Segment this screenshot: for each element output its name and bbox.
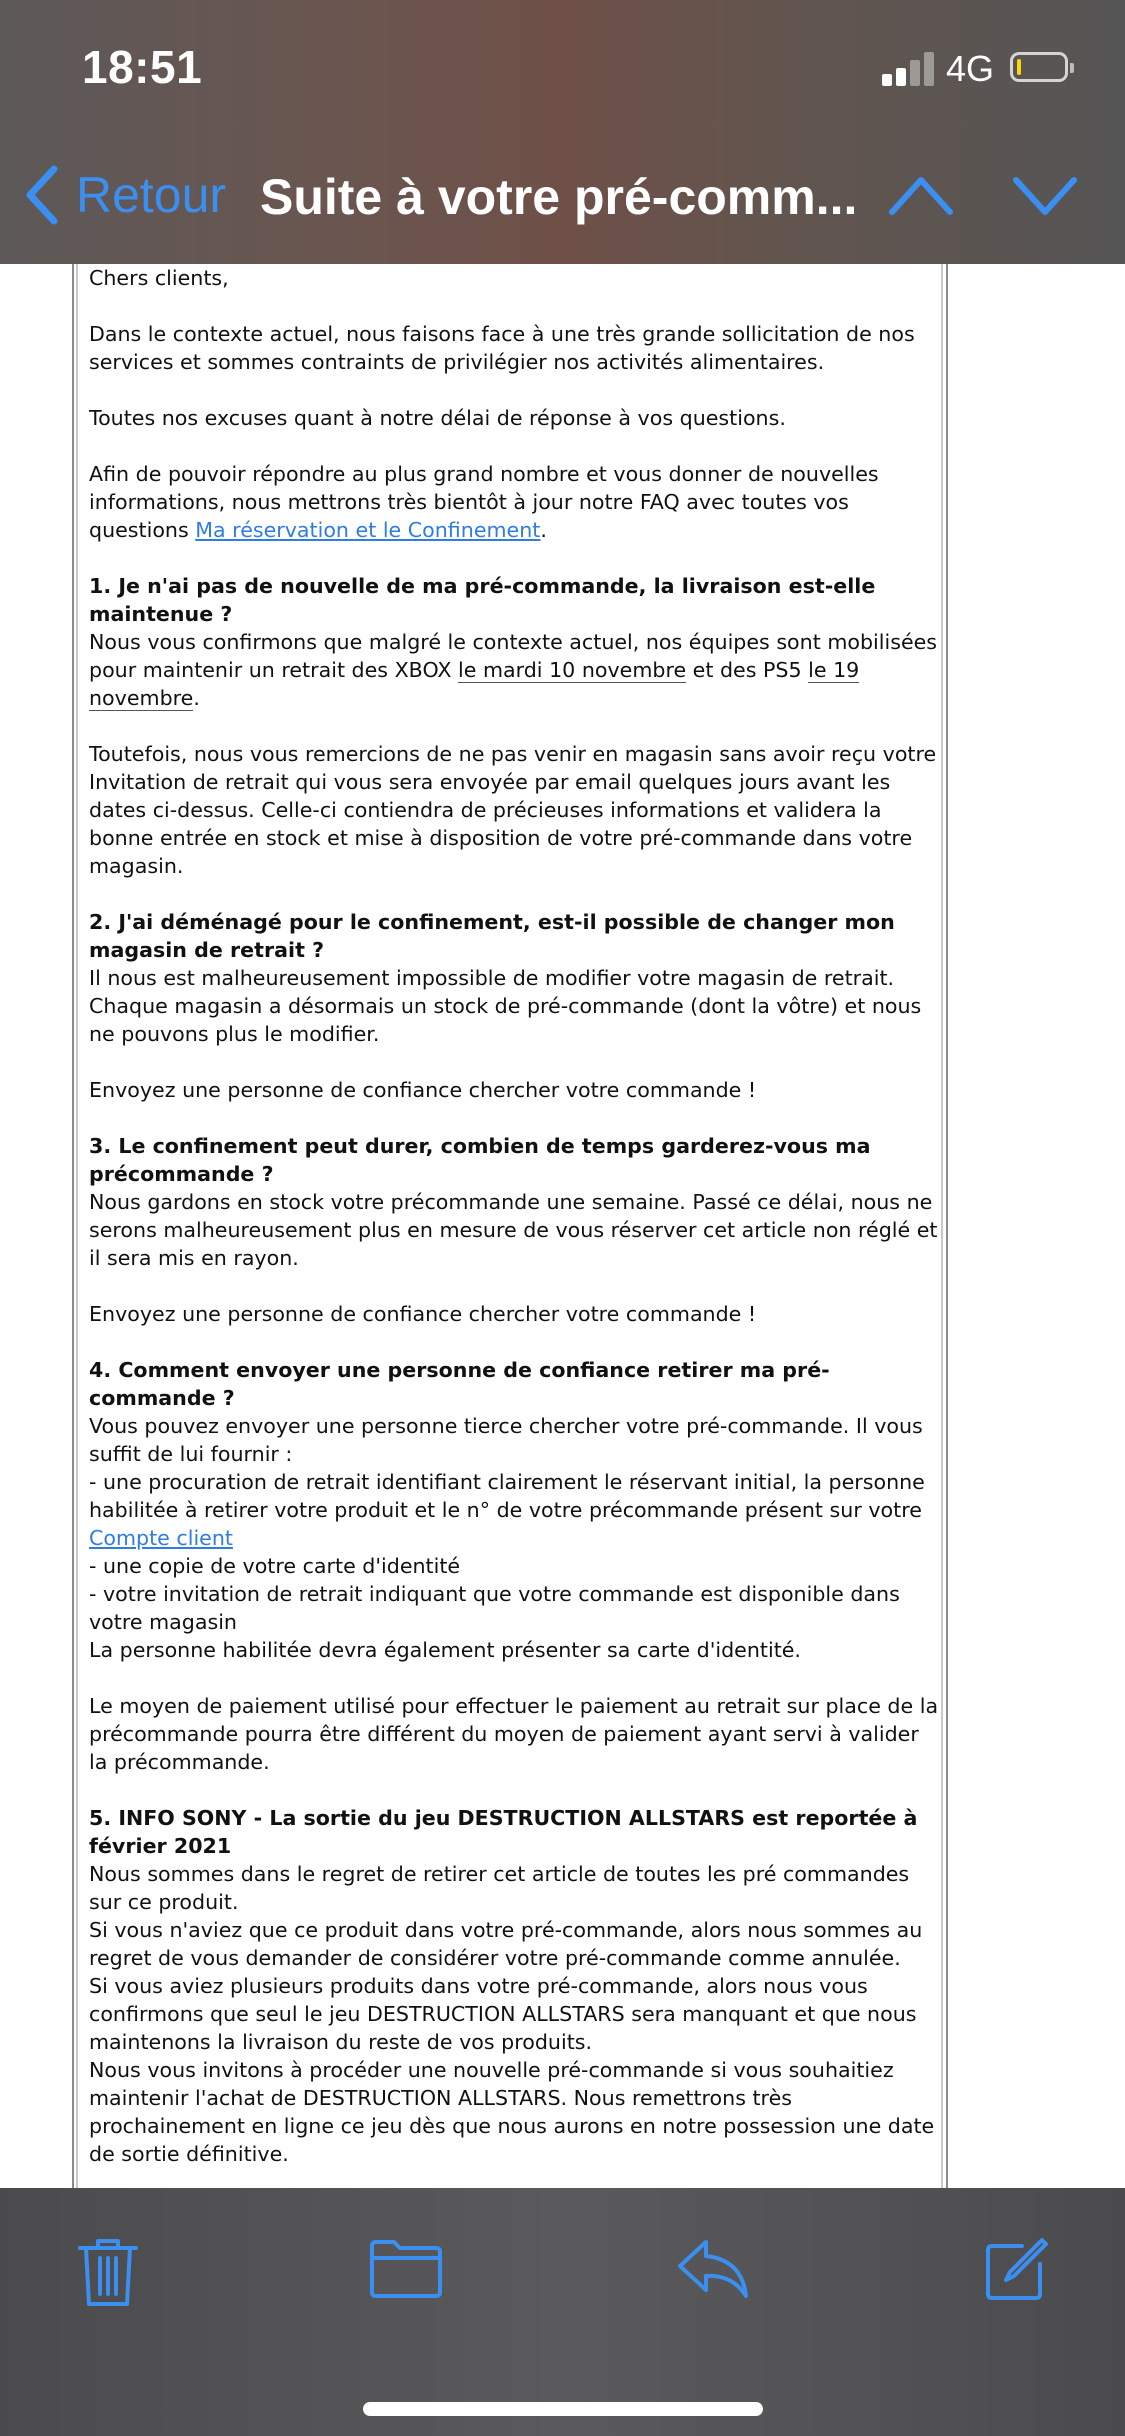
faq-question-3: 3. Le confinement peut durer, combien de temps garderez-vous ma précommande ? (89, 1134, 871, 1186)
faq-question-2: 2. J'ai déménagé pour le confinement, est-il possible de changer mon magasin de retrait ? (89, 910, 895, 962)
bottom-toolbar (0, 2188, 1125, 2436)
faq-answer-4-p1: Vous pouvez envoyer une personne tierce chercher votre pré-commande. Il vous suffit de lui fournir : (89, 1414, 923, 1466)
answer-1-text-c: . (193, 686, 200, 710)
faq-answer-2-p2: Envoyez une personne de confiance chercher votre commande ! (89, 1078, 757, 1102)
faq-answer-4-item-1 (89, 1468, 943, 1552)
previous-message-button[interactable] (888, 174, 954, 220)
nav-bar (0, 150, 1125, 250)
ps5-date: le 19 novembre (89, 658, 860, 710)
frame-border-left-inner (76, 264, 78, 2188)
faq-question-4: 4. Comment envoyer une personne de confiance retirer ma pré-commande ? (89, 1358, 830, 1410)
reply-icon (676, 2236, 750, 2300)
battery-level-fill (1017, 59, 1021, 75)
faq-answer-5-p4: Nous vous invitons à procéder une nouvelle pré-commande si vous souhaitiez maintenir l'achat de DESTRUCTION ALLSTARS. Nous remettrons très prochainement en ligne ce jeu dès que nous aurons en notre possession une date de sortie définitive. (89, 2058, 935, 2166)
email-intro-2: Toutes nos excuses quant à notre délai de réponse à vos questions. (89, 406, 786, 430)
back-label: Retour (76, 167, 227, 223)
battery-icon (1010, 52, 1068, 82)
frame-border-left (72, 264, 74, 2188)
status-time: 18:51 (82, 41, 203, 93)
compose-button[interactable] (984, 2236, 1050, 2306)
xbox-date: le mardi 10 novembre (458, 658, 687, 682)
intro-3-text: Afin de pouvoir répondre au plus grand nombre et vous donner de nouvelles informations, nous mettrons très bientôt à jour notre FAQ avec toutes vos questions (89, 462, 879, 542)
reply-button[interactable] (676, 2236, 750, 2304)
top-chrome (0, 0, 1125, 264)
faq-answer-3-p1: Nous gardons en stock votre précommande une semaine. Passé ce délai, nous ne serons malheureusement plus en mesure de vous réserver cet article non réglé et il sera mis en rayon. (89, 1190, 938, 1270)
faq-answer-5-p1: Nous sommes dans le regret de retirer cet article de toutes les pré commandes sur ce produit. (89, 1862, 910, 1914)
faq-answer-5-p2: Si vous n'aviez que ce produit dans votre pré-commande, alors nous sommes au regret de vous demander de considérer votre pré-commande comme annulée. (89, 1918, 923, 1970)
chevron-up-icon (888, 174, 954, 216)
faq-answer-1-p2: Toutefois, nous vous remercions de ne pas venir en magasin sans avoir reçu votre Invitation de retrait qui vous sera envoyée par email quelques jours avant les dates ci-dessus. Celle-ci contiendra de précieuses informations et validera la bonne entrée en stock et mise à disposition de votre pré-commande dans votre magasin. (89, 742, 937, 878)
email-intro-3 (89, 460, 943, 544)
faq-answer-2-p1: Il nous est malheureusement impossible de modifier votre magasin de retrait. Chaque magasin a désormais un stock de pré-commande (dont la vôtre) et nous ne pouvons plus le modifier. (89, 966, 922, 1046)
email-intro-1: Dans le contexte actuel, nous faisons face à une très grande sollicitation de nos services et sommes contraints de privilégier nos activités alimentaires. (89, 322, 915, 374)
message-subject-title: Suite à votre pré-comm... (260, 169, 858, 225)
item-1-text: - une procuration de retrait identifiant clairement le réservant initial, la personne habilitée à retirer votre produit et le n° de votre précommande présent sur votre (89, 1470, 925, 1522)
email-body (89, 264, 943, 2168)
back-button[interactable] (24, 160, 226, 230)
reservation-confinement-link[interactable]: Ma réservation et le Confinement (195, 518, 541, 542)
intro-3-end: . (540, 518, 547, 542)
answer-1-text-b: et des PS5 (686, 658, 809, 682)
faq-answer-5-p3: Si vous aviez plusieurs produits dans votre pré-commande, alors nous vous confirmons que seul le jeu DESTRUCTION ALLSTARS sera manquant et que nous maintenons la livraison du reste de vos produits. (89, 1974, 917, 2054)
faq-answer-4-p2: La personne habilitée devra également présenter sa carte d'identité. (89, 1638, 801, 1662)
customer-account-link[interactable]: Compte client (89, 1526, 233, 1550)
compose-icon (984, 2236, 1050, 2302)
chevron-down-icon (1012, 174, 1078, 216)
network-type: 4G (946, 48, 995, 89)
delete-button[interactable] (76, 2236, 140, 2312)
answer-1-text-a: Nous vous confirmons que malgré le contexte actuel, nos équipes sont mobilisées pour maintenir un retrait des XBOX (89, 630, 938, 682)
move-to-folder-button[interactable] (368, 2236, 444, 2304)
chevron-left-icon (24, 165, 60, 225)
trash-icon (76, 2236, 140, 2308)
faq-answer-4-item-2: - une copie de votre carte d'identité (89, 1554, 461, 1578)
faq-answer-1-p1 (89, 628, 943, 712)
faq-question-1: 1. Je n'ai pas de nouvelle de ma pré-commande, la livraison est-elle maintenue ? (89, 574, 876, 626)
message-content[interactable] (0, 264, 1125, 2188)
faq-question-5: 5. INFO SONY - La sortie du jeu DESTRUCTION ALLSTARS est reportée à février 2021 (89, 1806, 918, 1858)
faq-answer-4-p3: Le moyen de paiement utilisé pour effectuer le paiement au retrait sur place de la précommande pourra être différent du moyen de paiement ayant servi à valider la précommande. (89, 1694, 939, 1774)
faq-answer-3-p2: Envoyez une personne de confiance chercher votre commande ! (89, 1302, 757, 1326)
faq-answer-4-item-3: - votre invitation de retrait indiquant que votre commande est disponible dans votre magasin (89, 1582, 900, 1634)
email-greeting: Chers clients, (89, 266, 229, 290)
next-message-button[interactable] (1012, 174, 1078, 220)
folder-icon (368, 2236, 444, 2300)
frame-border-right (946, 264, 948, 2188)
cellular-signal-icon (882, 52, 936, 86)
home-indicator[interactable] (363, 2402, 763, 2416)
status-bar (0, 0, 1125, 130)
